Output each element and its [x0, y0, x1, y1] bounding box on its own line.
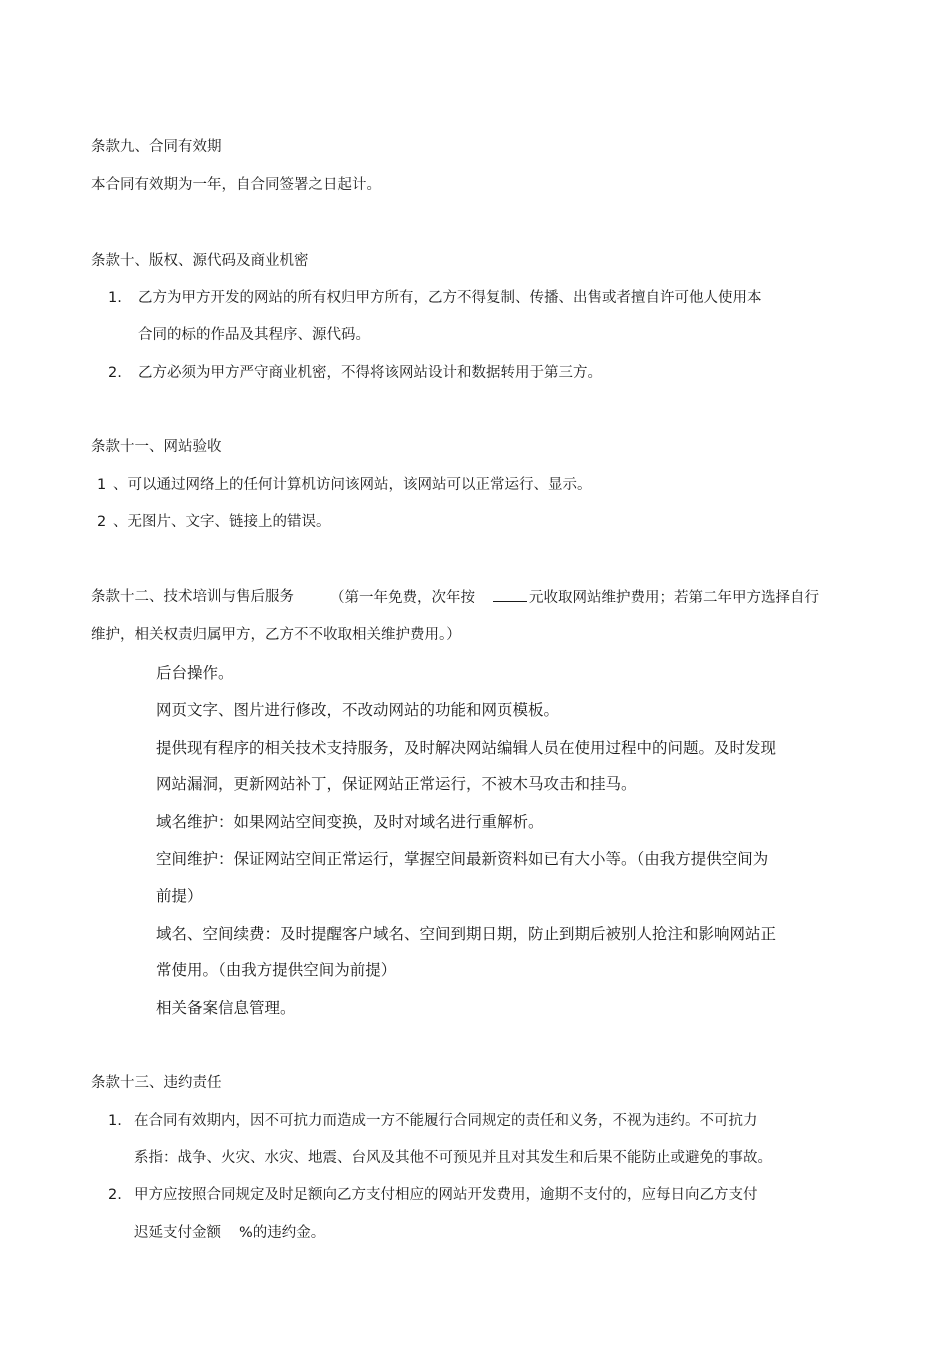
service-item: 后台操作。 — [156, 664, 234, 682]
clause-10-item-1-line-1: 乙方为甲方开发的网站的所有权归甲方所有，乙方不得复制、传播、出售或者擅自许可他人使用本 — [138, 290, 762, 306]
service-item: 网页文字、图片进行修改，不改动网站的功能和网页模板。 — [156, 701, 560, 719]
clause-12-note-part-2: 元收取网站维护费用；若第二年甲方选择自行 — [529, 590, 819, 606]
clause-11-item-1-text: 、可以通过网络上的任何计算机访问该网站，该网站可以正常运行、显示。 — [113, 477, 592, 493]
clause-13-item-2-line-2-part-1: 迟延支付金额 — [134, 1225, 221, 1241]
service-item: 空间维护：保证网站空间正常运行，掌握空间最新资料如已有大小等。（由我方提供空间为 — [156, 850, 769, 868]
service-item: 常使用。（由我方提供空间为前提） — [156, 961, 397, 979]
clause-10-item-2-line-1: 乙方必须为甲方严守商业机密，不得将该网站设计和数据转用于第三方。 — [138, 365, 602, 381]
clause-12-heading: 条款十二、技术培训与售后服务 — [91, 589, 294, 605]
clause-11-heading: 条款十一、网站验收 — [91, 439, 222, 455]
clause-11-item-1-number: 1 — [97, 477, 107, 493]
clause-13-heading: 条款十三、违约责任 — [91, 1075, 222, 1091]
clause-13-item-1-line-2: 系指：战争、火灾、水灾、地震、台风及其他不可预见并且对其发生和后果不能防止或避免的事故。 — [134, 1150, 772, 1166]
penalty-percent-sign: % — [239, 1225, 253, 1241]
service-item: 相关备案信息管理。 — [156, 999, 296, 1017]
clause-10-heading: 条款十、版权、源代码及商业机密 — [91, 253, 309, 269]
clause-11-item-2-number: 2 — [97, 514, 107, 530]
clause-12-note-part-1: （第一年免费，次年按 — [330, 590, 475, 606]
clause-12-note-line-1 — [330, 587, 819, 608]
clause-13-item-2-line-1: 甲方应按照合同规定及时足额向乙方支付相应的网站开发费用，逾期不支付的，应每日向乙方支付 — [134, 1187, 758, 1203]
clause-13-item-2-number: 2. — [108, 1187, 122, 1203]
service-item: 域名维护：如果网站空间变换，及时对域名进行重解析。 — [156, 813, 544, 831]
clause-13-item-2-line-2-part-2: 的违约金。 — [252, 1225, 326, 1241]
clause-13-item-2-line-2 — [134, 1223, 325, 1243]
clause-10-item-1-line-2: 合同的标的作品及其程序、源代码。 — [138, 327, 370, 343]
service-item: 提供现有程序的相关技术支持服务，及时解决网站编辑人员在使用过程中的问题。及时发现 — [156, 739, 777, 757]
clause-13-item-1-number: 1. — [108, 1113, 122, 1129]
service-item: 网站漏洞，更新网站补丁，保证网站正常运行，不被木马攻击和挂马。 — [156, 775, 637, 793]
clause-10-item-2-number: 2. — [108, 365, 122, 381]
clause-10-item-1-number: 1. — [108, 290, 122, 306]
clause-12-note-line-2: 维护，相关权责归属甲方，乙方不不收取相关维护费用。） — [91, 627, 461, 643]
clause-13-item-1-line-1: 在合同有效期内，因不可抗力而造成一方不能履行合同规定的责任和义务，不视为违约。不可抗力 — [134, 1113, 758, 1129]
fee-amount-blank — [493, 587, 527, 602]
service-item: 域名、空间续费：及时提醒客户域名、空间到期日期，防止到期后被别人抢注和影响网站正 — [156, 925, 777, 943]
clause-9-body: 本合同有效期为一年，自合同签署之日起计。 — [91, 177, 381, 193]
clause-9-heading: 条款九、合同有效期 — [91, 139, 222, 155]
clause-11-item-2-text: 、无图片、文字、链接上的错误。 — [113, 514, 331, 530]
service-item: 前提） — [156, 887, 203, 905]
